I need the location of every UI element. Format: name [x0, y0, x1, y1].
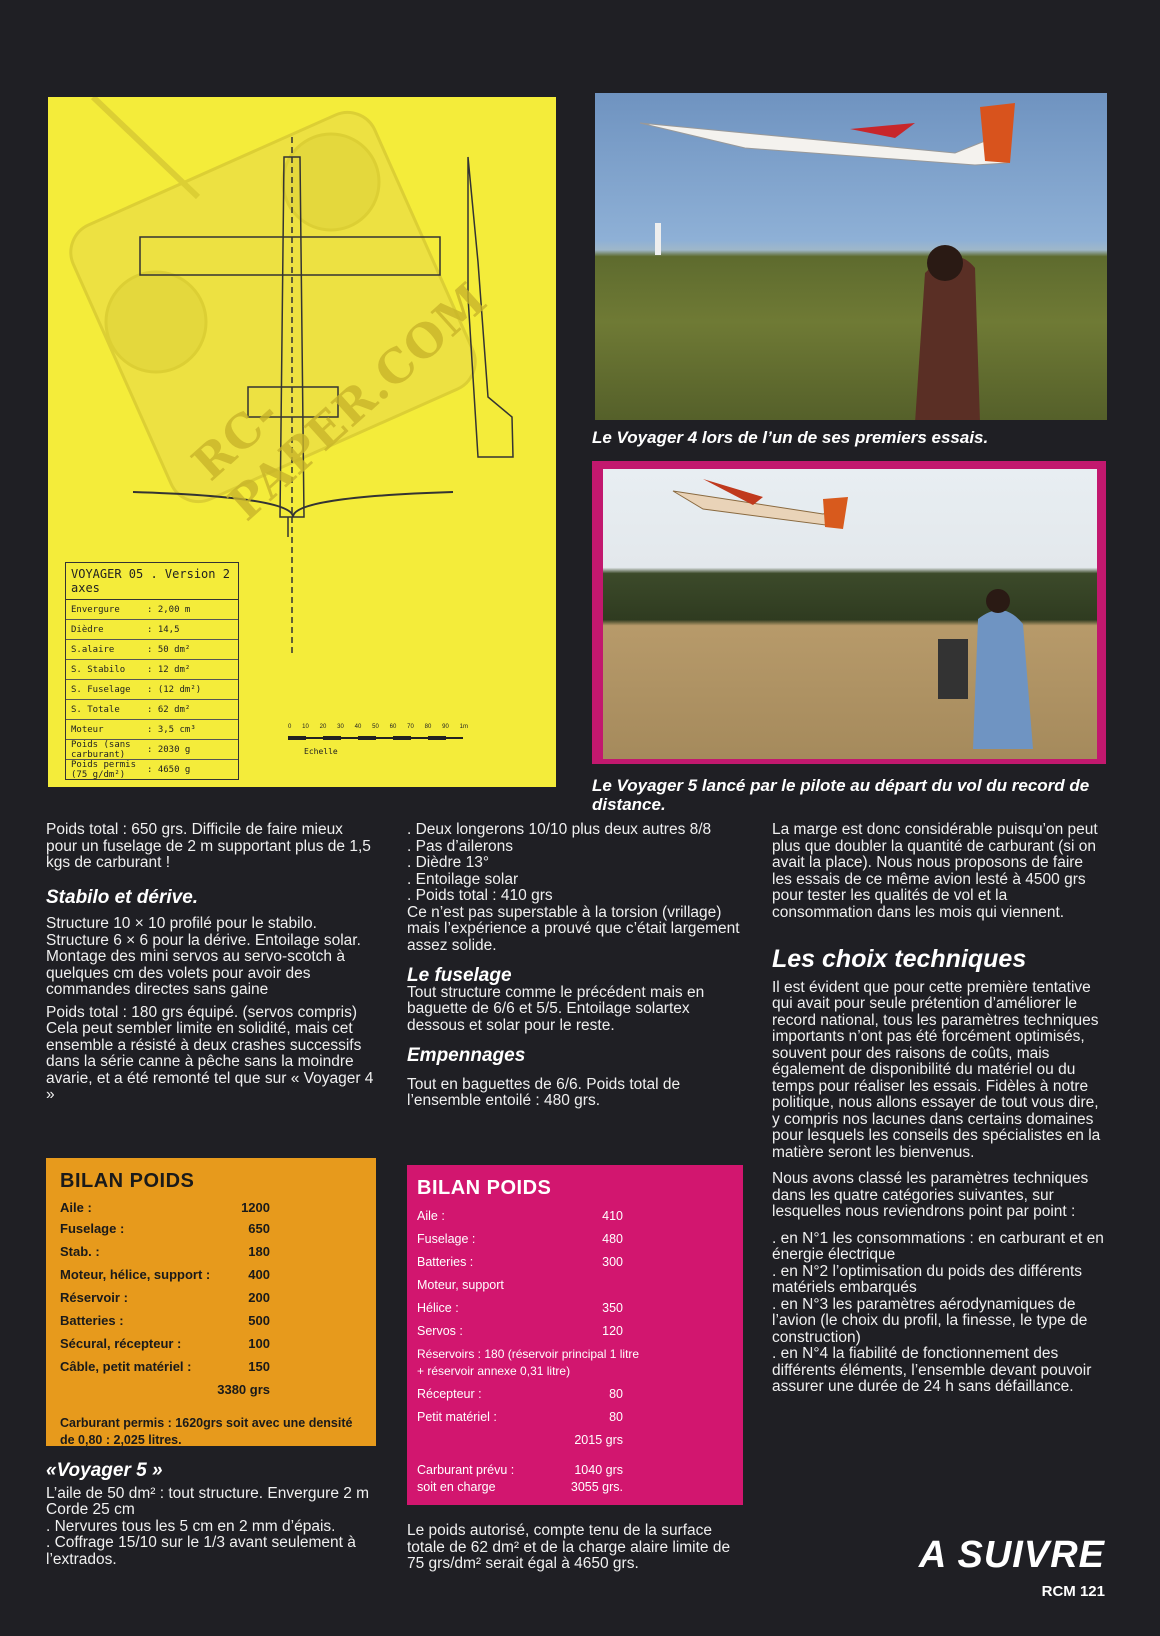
bilan-note: Carburant permis : 1620grs soit avec une densité de 0,80 : 2,025 litres. [60, 1416, 353, 1447]
bilan-key: Câble, petit matériel : [60, 1359, 192, 1374]
category-item: . en N°1 les consommations : en carburant et en énergie électrique [772, 1229, 1104, 1263]
bilan-value: 200 [248, 1290, 270, 1305]
bilan-value: 500 [248, 1313, 270, 1328]
category-item: . en N°3 les paramètres aérodynamiques de l’avion (le choix du profil, la finesse, le type de construction) [772, 1295, 1088, 1346]
spec-key: Poids (sans carburant) [71, 739, 131, 760]
bilan-key: Aile : [417, 1208, 445, 1223]
empennages-paragraph: Tout en baguettes de 6/6. Poids total de l’ensemble entoilé : 480 grs. [407, 1075, 681, 1109]
bilan-key: Moteur, hélice, support : [60, 1267, 211, 1282]
bilan-key: Sécural, récepteur : [60, 1336, 182, 1351]
spec-key: Poids permis (75 g/dm²) [71, 759, 137, 780]
specs-row [66, 640, 238, 660]
specs-title: VOYAGER 05 . Version 2 axes [66, 563, 238, 600]
spec-key: Envergure [71, 604, 120, 615]
bilan-value: 650 [248, 1221, 270, 1236]
bilan-row [417, 1273, 623, 1296]
bilan-charge [417, 1478, 623, 1495]
bilan-total-value: 2015 grs [574, 1432, 623, 1447]
page-number: RCM 121 [1041, 1583, 1105, 1600]
photo-voyager-5-caption: Le Voyager 5 lancé par le pilote au départ du vol du record de distance. [592, 776, 1090, 814]
bilan-row [60, 1309, 362, 1332]
heading-stabilo: Stabilo et dérive. [46, 886, 199, 908]
spec-key: S. Stabilo [71, 664, 126, 675]
specs-row [66, 720, 238, 740]
bilan-row [60, 1197, 362, 1217]
final-paragraph: Le poids autorisé, compte tenu de la surface totale de 62 dm² et de la charge alaire limite de 75 grs/dm² serait égal à 4650 grs. [407, 1522, 731, 1572]
scale-ticks [288, 724, 468, 730]
spec-value: : (12 dm²) [147, 684, 202, 695]
bilan-key: Fuselage : [417, 1231, 476, 1246]
photo-voyager-5 [603, 469, 1097, 759]
bilan-value: 1040 grs [574, 1462, 623, 1477]
column-2-bottom [407, 1523, 743, 1579]
bilan-value: 80 [609, 1409, 623, 1424]
bilan-value: 150 [248, 1359, 270, 1374]
bilan-carburant [417, 1461, 623, 1478]
spec-value: : 2030 g [147, 744, 191, 755]
voyager5-bullets [46, 1519, 378, 1569]
watermark-text: RC-PAPER.COM [181, 271, 498, 531]
bilan-key: Servos : [417, 1323, 463, 1338]
scale-tick: 50 [372, 724, 379, 730]
bilan-value: 410 [602, 1208, 623, 1223]
bilan-key: Réservoir : [60, 1290, 128, 1305]
bilan-value: 120 [602, 1323, 623, 1338]
specs-row [66, 700, 238, 720]
column-1-bottom [46, 1460, 378, 1568]
spec-key: S. Fuselage [71, 684, 131, 695]
stabilo-paragraph-3: Cela peut sembler limite en solidité, mais cet ensemble a résisté à deux crashes successifs dans la série canne à pêche sans la moindre avarie, et a été remonté tel que sur « Voyager 4 » [46, 1020, 374, 1103]
bilan-title: BILAN POIDS [417, 1177, 552, 1199]
bilan-key: Batteries : [417, 1254, 474, 1269]
spec-key: Moteur [71, 724, 104, 735]
specs-row [66, 600, 238, 620]
stabilo-paragraph-2: Poids total : 180 grs équipé. (servos compris) [46, 1003, 357, 1021]
bilan-total-value: 3380 grs [217, 1382, 270, 1397]
spec-value: : 3,5 cm³ [147, 724, 196, 735]
bilan-row [60, 1217, 362, 1240]
spec-value: : 50 dm² [147, 644, 191, 655]
bilan-title: BILAN POIDS [60, 1170, 195, 1192]
bilan-row [60, 1263, 362, 1286]
specs-row [66, 740, 238, 760]
marge-paragraph: La marge est donc considérable puisqu’on peut plus que doubler la quantité de carburant (si on avait la place). Nous nous proposons de faire les essais de ce même avion lesté à 4500 grs pour tester les qualités de vol et la consommation dans les mois qui viennent. [772, 821, 1098, 921]
bilan-value: 180 [248, 1244, 270, 1259]
bilan-key: Récepteur : [417, 1386, 482, 1401]
bilan-key: Stab. : [60, 1244, 100, 1259]
photo-voyager-4-scene [595, 93, 1107, 420]
scale-tick: 1m [459, 724, 468, 730]
scale-tick: 0 [288, 724, 292, 730]
bilan-row [417, 1227, 623, 1250]
bilan-row [60, 1240, 362, 1263]
bilan-key: Moteur, support [417, 1277, 504, 1292]
bilan-key: soit en charge [417, 1479, 496, 1494]
bilan-row [417, 1250, 623, 1273]
intro-paragraph: Poids total : 650 grs. Difficile de faire mieux pour un fuselage de 2 m supportant plus de 1,5 kgs de carburant ! [46, 821, 371, 871]
spec-value: : 4650 g [147, 764, 191, 775]
bilan-reservoirs: Réservoirs : 180 (réservoir principal 1 litre + réservoir annexe 0,31 litre) [417, 1347, 640, 1378]
bullet: . Poids total : 410 grs [407, 887, 553, 904]
bilan-value: 1200 [241, 1199, 270, 1215]
category-item: . en N°2 l’optimisation du poids des différents matériels embarqués [772, 1262, 1083, 1296]
bilan-key: Aile : [60, 1199, 92, 1215]
bilan-row [60, 1286, 362, 1309]
bilan-key: Fuselage : [60, 1221, 125, 1236]
scale-tick: 30 [337, 724, 344, 730]
spec-value: : 14,5 [147, 624, 180, 635]
bilan-value: 480 [602, 1231, 623, 1246]
bilan-value: 3055 grs. [570, 1479, 623, 1494]
scale-tick: 10 [302, 724, 309, 730]
bilan-row [417, 1382, 623, 1405]
photo-voyager-4-caption: Le Voyager 4 lors de l’un de ses premiers essais. [592, 428, 989, 447]
photo-voyager-5-scene [603, 469, 1097, 759]
photo-voyager-4 [595, 93, 1107, 420]
spec-value: : 62 dm² [147, 704, 191, 715]
bullet: . Coffrage 15/10 sur le 1/3 avant seulement à l’extrados. [46, 1534, 356, 1568]
spec-key: S. Totale [71, 704, 120, 715]
fuselage-paragraph: Tout structure comme le précédent mais en baguette de 6/6 et 5/5. Entoilage solartex dessous et solar pour le reste. [407, 983, 705, 1034]
bilan-key: Petit matériel : [417, 1409, 497, 1424]
bilan-total [60, 1378, 362, 1401]
heading-voyager-5: «Voyager 5 » [46, 1460, 163, 1481]
bilan-value: 400 [248, 1267, 270, 1282]
bilan-row [417, 1319, 623, 1342]
choix-paragraph-2: Nous avons classé les paramètres techniques dans les quatre catégories suivantes, sur lesquelles nous reviendrons point par point : [772, 1170, 1089, 1220]
specs-row [66, 660, 238, 680]
bilan-value: 80 [609, 1386, 623, 1401]
bilan-row [417, 1204, 623, 1227]
scale-tick: 20 [319, 724, 327, 730]
bilan-value: 100 [248, 1336, 270, 1351]
spec-key: S.alaire [71, 644, 115, 655]
bullet: . Nervures tous les 5 cm en 2 mm d’épais. [46, 1517, 336, 1535]
bullet: . Deux longerons 10/10 plus deux autres 8/8 [407, 821, 712, 838]
a-suivre: A SUIVRE [918, 1534, 1105, 1576]
heading-empennages: Empennages [407, 1045, 526, 1066]
heading-fuselage: Le fuselage [407, 965, 512, 986]
choix-paragraph-1: Il est évident que pour cette première tentative qui avait pour seule prétention d’améliorer le record national, tous les paramètres techniques importants n’ont pas été forcément optimisés, souvent pour des raisons de coûts, mais également de disponibilité du matériel ou du temps pour réaliser les essais. Fidèles à notre politique, nous allons essayer de tout vous dire, y compris nos lacunes dans certains domaines pour lesquels les conseils des spécialistes en la matière seront les bienvenus. [772, 978, 1101, 1161]
column-3 [772, 822, 1105, 1396]
specs-row [66, 620, 238, 640]
bilan-value: 300 [602, 1254, 623, 1269]
bilan-row [60, 1355, 362, 1378]
bilan-key: Hélice : [417, 1300, 459, 1315]
scale-tick: 90 [442, 724, 449, 730]
heading-choix-techniques: Les choix techniques [772, 945, 1027, 973]
bullet: . Pas d’ailerons [407, 837, 513, 855]
photo-voyager-5-frame [592, 461, 1106, 764]
bilan-key: Batteries : [60, 1313, 124, 1328]
voyager5-paragraph: L’aile de 50 dm² : tout structure. Envergure 2 m Corde 25 cm [46, 1484, 370, 1518]
scale-label: Echelle [304, 747, 338, 756]
bullet: . Entoilage solar [407, 870, 519, 888]
scale-tick: 60 [389, 724, 397, 730]
bullet: . Dièdre 13° [407, 854, 490, 871]
category-item: . en N°4 la fiabilité de fonctionnement des différents éléments, l’ensemble devant pouvoir assurer une durée de 24 h sans défaillance. [772, 1345, 1092, 1395]
torsion-paragraph: Ce n’est pas superstable à la torsion (vrillage) mais l’expérience a prouvé que c’était largement assez solide. [407, 903, 740, 954]
stabilo-paragraph-1: Structure 10 × 10 profilé pour le stabilo. Structure 6 × 6 pour la dérive. Entoilage solar. Montage des mini servos au servo-scotch à quelques cm des volets pour avoir des commandes directes sans gaine [46, 915, 361, 998]
bilan-poids-box-2 [407, 1165, 743, 1505]
scale-tick: 40 [354, 724, 362, 730]
bilan-row [417, 1405, 623, 1428]
specs-row [66, 680, 238, 700]
spec-key: Dièdre [71, 624, 104, 635]
wing-bullets [407, 822, 743, 905]
categories-list [772, 1231, 1105, 1396]
spec-value: : 12 dm² [147, 664, 191, 675]
bilan-poids-box-1 [46, 1158, 376, 1446]
scale-tick: 70 [407, 724, 414, 730]
bilan-value: 350 [602, 1300, 623, 1315]
bilan-total [417, 1428, 623, 1451]
column-2 [407, 822, 743, 1116]
column-1 [46, 822, 378, 1110]
specs-row [66, 760, 238, 779]
spec-value: : 2,00 m [147, 604, 191, 615]
scale-tick: 80 [424, 724, 432, 730]
specs-table [65, 562, 239, 780]
bilan-row [60, 1332, 362, 1355]
bilan-row [417, 1296, 623, 1319]
bilan-key: Carburant prévu : [417, 1462, 515, 1477]
